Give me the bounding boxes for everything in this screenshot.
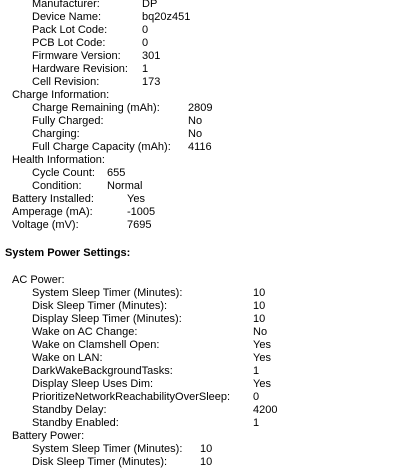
ac-power-heading: AC Power: [12,274,65,286]
ac-prioritize-network-reachability-label: PrioritizeNetworkReachabilityOverSleep: [32,391,231,403]
condition-label: Condition: [32,180,82,192]
ac-dark-wake-background-tasks-value: 1 [253,365,260,377]
ac-display-sleep-timer-value: 10 [253,313,266,325]
manufacturer-value: DP [142,0,158,10]
condition-value: Normal [107,180,143,192]
cycle-count-label: Cycle Count: [32,167,95,179]
system-power-settings-title: System Power Settings: [5,247,131,259]
cycle-count-value: 655 [107,167,126,179]
ac-system-sleep-timer-label: System Sleep Timer (Minutes): [32,287,183,299]
ac-system-sleep-timer-value: 10 [253,287,266,299]
ac-wake-on-clamshell-open-value: Yes [253,339,271,351]
hardware-revision-value: 1 [142,63,149,75]
charge-information-heading: Charge Information: [12,89,110,101]
ac-dark-wake-background-tasks-label: DarkWakeBackgroundTasks: [32,365,173,377]
battery-installed-value: Yes [127,193,145,205]
pack-lot-code-value: 0 [142,24,149,36]
ac-standby-enabled-label: Standby Enabled: [32,417,119,429]
full-charge-capacity-value: 4116 [188,141,212,153]
pcb-lot-code-label: PCB Lot Code: [32,37,106,49]
firmware-version-value: 301 [142,50,161,62]
ac-prioritize-network-reachability-value: 0 [253,391,260,403]
fully-charged-label: Fully Charged: [32,115,104,127]
battery-system-sleep-timer-label: System Sleep Timer (Minutes): [32,443,183,455]
manufacturer-label: Manufacturer: [32,0,100,10]
ac-display-sleep-uses-dim-label: Display Sleep Uses Dim: [32,378,154,390]
ac-wake-on-ac-change-value: No [253,326,268,338]
charge-remaining-value: 2809 [188,102,213,114]
ac-wake-on-ac-change-label: Wake on AC Change: [32,326,138,338]
health-information-heading: Health Information: [12,154,105,166]
ac-disk-sleep-timer-value: 10 [253,300,266,312]
amperage-label: Amperage (mA): [12,206,93,218]
voltage-label: Voltage (mV): [12,219,79,231]
charging-value: No [188,128,203,140]
firmware-version-label: Firmware Version: [32,50,121,62]
device-name-value: bq20z451 [142,11,191,23]
pcb-lot-code-value: 0 [142,37,149,49]
hardware-revision-label: Hardware Revision: [32,63,128,75]
battery-installed-label: Battery Installed: [12,193,94,205]
battery-system-sleep-timer-value: 10 [200,443,213,455]
ac-standby-enabled-value: 1 [253,417,260,429]
ac-wake-on-clamshell-open-label: Wake on Clamshell Open: [32,339,160,351]
cell-revision-value: 173 [142,76,161,88]
ac-standby-delay-value: 4200 [253,404,278,416]
full-charge-capacity-label: Full Charge Capacity (mAh): [32,141,171,153]
ac-wake-on-lan-value: Yes [253,352,271,364]
ac-display-sleep-uses-dim-value: Yes [253,378,271,390]
battery-disk-sleep-timer-label: Disk Sleep Timer (Minutes): [32,456,168,468]
battery-disk-sleep-timer-value: 10 [200,456,213,468]
fully-charged-value: No [188,115,203,127]
cell-revision-label: Cell Revision: [32,76,100,88]
battery-power-heading: Battery Power: [12,430,85,442]
ac-display-sleep-timer-label: Display Sleep Timer (Minutes): [32,313,182,325]
ac-standby-delay-label: Standby Delay: [32,404,107,416]
charge-remaining-label: Charge Remaining (mAh): [32,102,160,114]
pack-lot-code-label: Pack Lot Code: [32,24,108,36]
amperage-value: -1005 [127,206,156,218]
ac-wake-on-lan-label: Wake on LAN: [32,352,103,364]
device-name-label: Device Name: [32,11,102,23]
charging-label: Charging: [32,128,80,140]
voltage-value: 7695 [127,219,152,231]
ac-disk-sleep-timer-label: Disk Sleep Timer (Minutes): [32,300,168,312]
